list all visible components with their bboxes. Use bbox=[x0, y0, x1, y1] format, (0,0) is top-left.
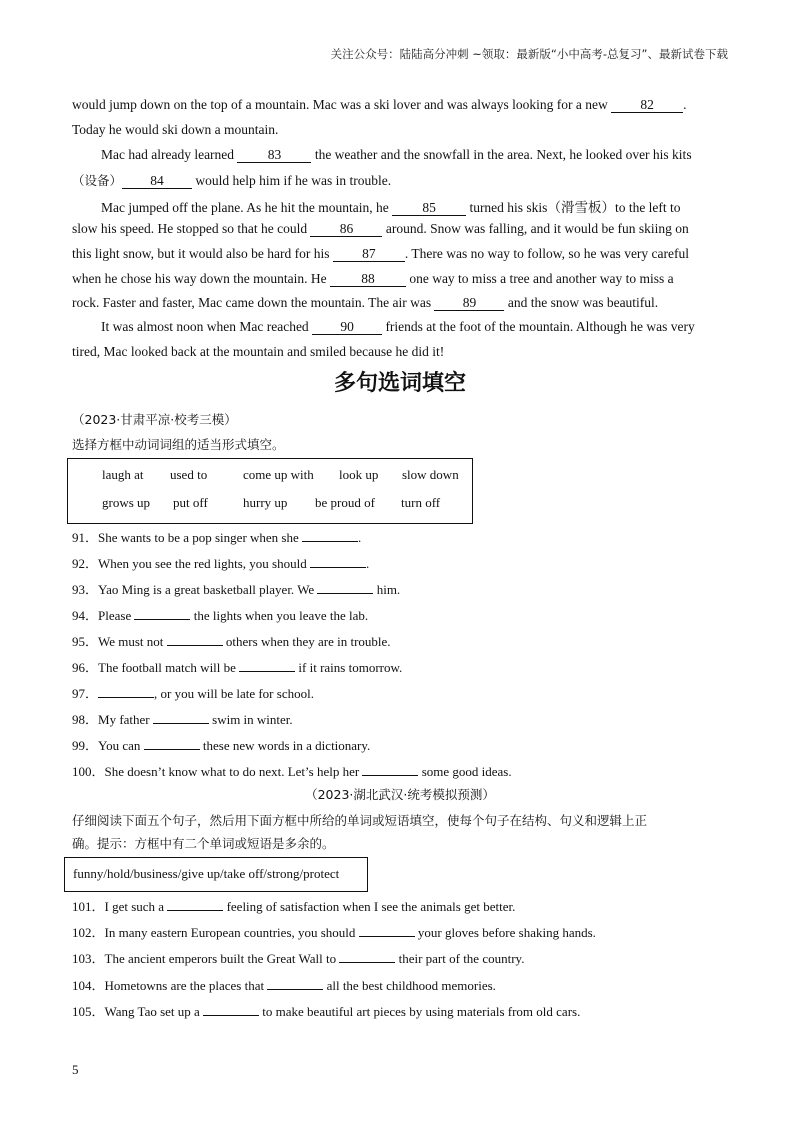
answer-blank[interactable] bbox=[339, 962, 395, 963]
answer-blank[interactable] bbox=[167, 645, 223, 646]
word-option: turn off bbox=[401, 495, 441, 510]
question-102: 102．In many eastern European countries, you should your gloves before shaking hands. bbox=[72, 925, 596, 940]
page-header: 关注公众号：陆陆高分冲刺 ~领取：最新版“小中高考-总复习”、最新试卷下载 bbox=[330, 47, 728, 61]
passage-line: Mac jumped off the plane. As he hit the mountain, he 85 turned his skis（滑雪板）to the left to bbox=[101, 200, 681, 215]
word-option: grows up bbox=[102, 495, 151, 510]
question-99: 99．You can these new words in a dictionary. bbox=[72, 738, 371, 753]
answer-blank[interactable]: 88 bbox=[330, 272, 406, 287]
passage-line: would jump down on the top of a mountain. Mac was a ski lover and was always looking for a new 82 . bbox=[72, 97, 687, 112]
question-103: 103．The ancient emperors built the Great Wall to their part of the country. bbox=[72, 951, 525, 966]
instruction: 仔细阅读下面五个句子，然后用下面方框中所给的单词或短语填空，使每个句子在结构、句义和逻辑上正 bbox=[72, 813, 648, 828]
passage-line: this light snow, but it would also be hard for his 87 . There was no way to follow, so he was very careful bbox=[72, 246, 690, 261]
passage-line: （设备） 84 would help him if he was in trouble. bbox=[72, 173, 392, 188]
answer-blank[interactable] bbox=[359, 936, 415, 937]
answer-blank[interactable] bbox=[134, 619, 190, 620]
passage-line: rock. Faster and faster, Mac came down the mountain. The air was 89 and the snow was beautiful. bbox=[72, 295, 659, 310]
word-option: come up with bbox=[243, 467, 314, 482]
answer-blank[interactable] bbox=[167, 910, 223, 911]
question-101: 101．I get such a feeling of satisfaction when I see the animals get better. bbox=[72, 899, 516, 914]
answer-blank[interactable]: 82 bbox=[611, 98, 683, 113]
answer-blank[interactable] bbox=[362, 775, 418, 776]
answer-blank[interactable] bbox=[153, 723, 209, 724]
question-105: 105．Wang Tao set up a to make beautiful art pieces by using materials from old cars. bbox=[72, 1004, 581, 1019]
question-100: 100．She doesn’t know what to do next. Let’s help her some good ideas. bbox=[72, 764, 512, 779]
page-number: 5 bbox=[72, 1062, 79, 1077]
word-list: funny/hold/business/give up/take off/strong/protect bbox=[73, 866, 340, 881]
answer-blank[interactable]: 83 bbox=[237, 148, 311, 163]
source-note: （2023·甘肃平凉·校考三模） bbox=[72, 412, 237, 427]
word-box bbox=[67, 458, 473, 524]
word-option: hurry up bbox=[243, 495, 288, 510]
instruction: 确。提示：方框中有二个单词或短语是多余的。 bbox=[72, 836, 335, 851]
question-104: 104．Hometowns are the places that all the best childhood memories. bbox=[72, 978, 496, 993]
answer-blank[interactable] bbox=[144, 749, 200, 750]
answer-blank[interactable] bbox=[203, 1015, 259, 1016]
word-option: be proud of bbox=[315, 495, 375, 510]
section-title: 多句选词填空 bbox=[333, 371, 466, 396]
source-note: （2023·湖北武汉·统考模拟预测） bbox=[305, 787, 495, 802]
answer-blank[interactable]: 84 bbox=[122, 174, 192, 189]
answer-blank[interactable] bbox=[267, 989, 323, 990]
word-option: look up bbox=[339, 467, 379, 482]
answer-blank[interactable] bbox=[98, 697, 154, 698]
question-92: 92．When you see the red lights, you should . bbox=[72, 556, 370, 571]
word-option: put off bbox=[173, 495, 208, 510]
passage-line: when he chose his way down the mountain. He 88 one way to miss a tree and another way to miss a bbox=[72, 271, 674, 286]
answer-blank[interactable]: 90 bbox=[312, 320, 382, 335]
question-94: 94．Please the lights when you leave the lab. bbox=[72, 608, 369, 623]
passage-line: slow his speed. He stopped so that he could 86 around. Snow was falling, and it would be fun skiing on bbox=[72, 221, 689, 236]
answer-blank[interactable] bbox=[302, 541, 358, 542]
question-98: 98．My father swim in winter. bbox=[72, 712, 293, 727]
word-option: laugh at bbox=[102, 467, 144, 482]
passage-line: It was almost noon when Mac reached 90 friends at the foot of the mountain. Although he was very bbox=[101, 319, 695, 334]
instruction: 选择方框中动词词组的适当形式填空。 bbox=[72, 437, 285, 452]
question-91: 91．She wants to be a pop singer when she . bbox=[72, 530, 362, 545]
answer-blank[interactable]: 86 bbox=[310, 222, 382, 237]
passage-line: Mac had already learned 83 the weather and the snowfall in the area. Next, he looked over his kits bbox=[101, 147, 692, 162]
answer-blank[interactable]: 87 bbox=[333, 247, 405, 262]
answer-blank[interactable]: 89 bbox=[434, 296, 504, 311]
question-95: 95．We must not others when they are in trouble. bbox=[72, 634, 391, 649]
question-97: 97． , or you will be late for school. bbox=[72, 686, 314, 701]
passage-line: tired, Mac looked back at the mountain and smiled because he did it! bbox=[72, 344, 445, 359]
answer-blank[interactable] bbox=[239, 671, 295, 672]
word-option: slow down bbox=[402, 467, 459, 482]
answer-blank[interactable] bbox=[317, 593, 373, 594]
question-93: 93．Yao Ming is a great basketball player. We him. bbox=[72, 582, 401, 597]
answer-blank[interactable]: 85 bbox=[392, 201, 466, 216]
passage-line: Today he would ski down a mountain. bbox=[72, 122, 279, 137]
word-option: used to bbox=[170, 467, 208, 482]
word-box bbox=[64, 857, 368, 892]
answer-blank[interactable] bbox=[310, 567, 366, 568]
question-96: 96．The football match will be if it rains tomorrow. bbox=[72, 660, 403, 675]
